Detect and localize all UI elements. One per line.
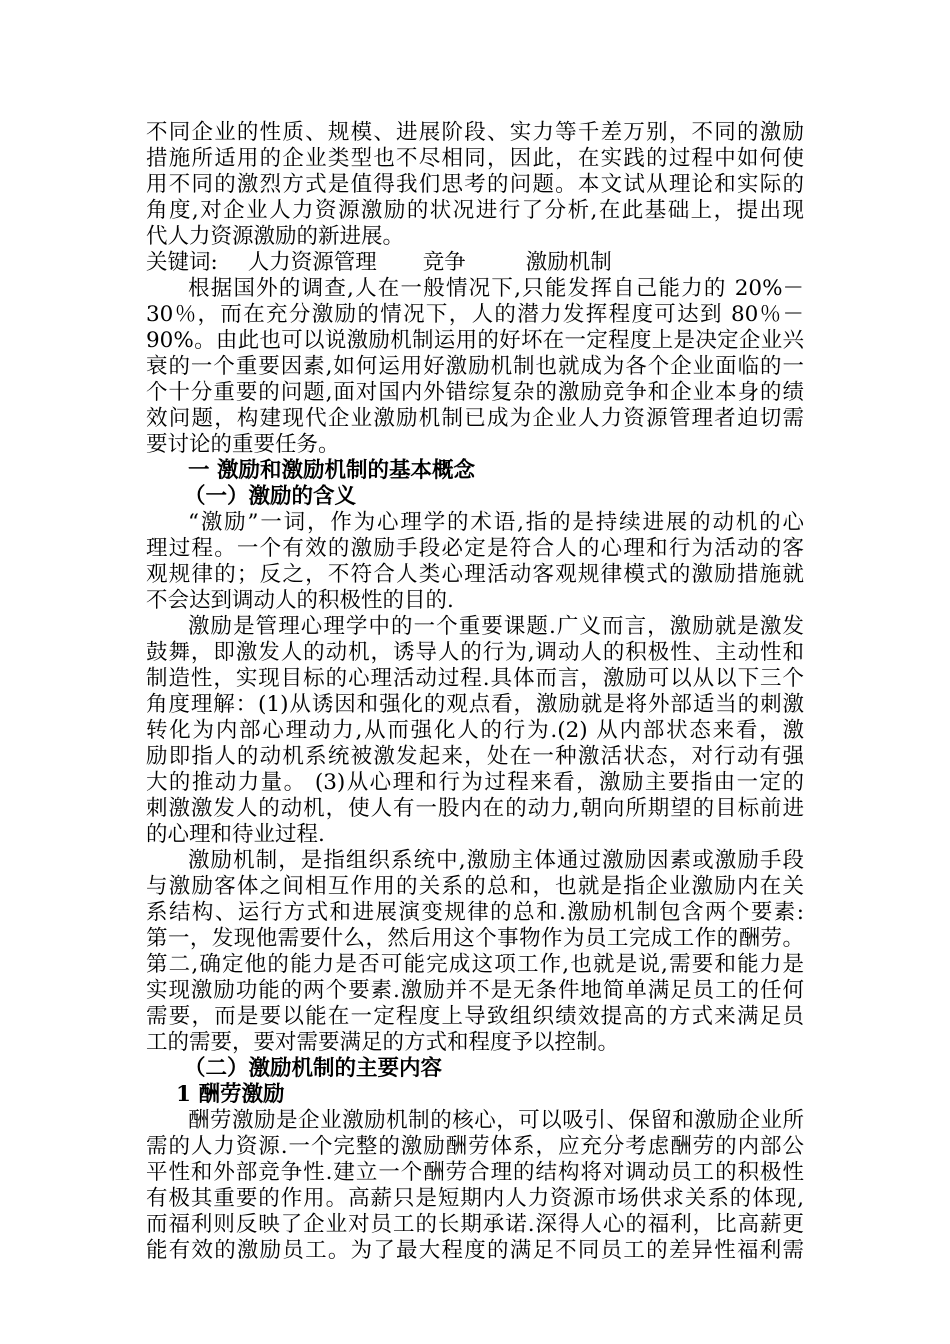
- paragraph-psychology: [146, 614, 804, 848]
- paragraph-definition: [146, 510, 804, 614]
- text-line: 第一，发现他需要什么，然后用这个事物作为员工完成工作的酬劳。: [146, 926, 804, 951]
- text-line: 不会达到调动人的积极性的目的.: [146, 588, 454, 613]
- text-line: 鼓舞，即激发人的动机，诱导人的行为,调动人的积极性、主动性和: [146, 640, 804, 665]
- paragraph-survey: [146, 276, 804, 458]
- text-line: 与激励客体之间相互作用的关系的总和，也就是指企业激励内在关: [146, 874, 804, 899]
- text-line: 酬劳激励是企业激励机制的核心，可以吸引、保留和激励企业所: [188, 1108, 804, 1133]
- text-line: 效问题，构建现代企业激励机制已成为企业人力资源管理者迫切需: [146, 406, 804, 431]
- text-line: 刺激激发人的动机，使人有一股内在的动力,朝向所期望的目标前进: [146, 796, 804, 821]
- text-line: 代人力资源激励的新进展。: [146, 224, 405, 249]
- text-line: 实现激励功能的两个要素.激励并不是无条件地简单满足员工的任何: [146, 978, 804, 1003]
- text-line: 能有效的激励员工。为了最大程度的满足不同员工的差异性福利需: [146, 1238, 804, 1263]
- keywords-line: [146, 250, 804, 276]
- text-line: 用不同的激烈方式是值得我们思考的问题。本文试从理论和实际的: [146, 172, 804, 197]
- text-line: 角度理解：(1)从诱因和强化的观点看，激励就是将外部适当的刺激: [146, 692, 804, 717]
- keyword: 激励机制: [525, 250, 612, 275]
- text-line: 角度,对企业人力资源激励的状况进行了分析,在此基础上，提出现: [146, 198, 804, 223]
- paragraph-compensation: [146, 1108, 804, 1264]
- text-line: 系结构、运行方式和进展演变规律的总和.激励机制包含两个要素:: [146, 900, 804, 925]
- keyword: 竞争: [422, 250, 466, 275]
- text-line: 要讨论的重要任务。: [146, 432, 340, 457]
- text-line: 而福利则反映了企业对员工的长期承诺.深得人心的福利，比高薪更: [146, 1212, 804, 1237]
- text-line: 90%。由此也可以说激励机制运用的好坏在一定程度上是决定企业兴: [146, 328, 804, 353]
- keyword: 人力资源管理: [247, 250, 377, 275]
- text-line: 个十分重要的问题,面对国内外错综复杂的激励竞争和企业本身的绩: [146, 380, 804, 405]
- text-line: 工的需要，要对需要满足的方式和程度予以控制。: [146, 1030, 620, 1055]
- keywords-label: 关键词:: [146, 250, 218, 275]
- text-line: 需的人力资源.一个完整的激励酬劳体系，应充分考虑酬劳的内部公: [146, 1134, 804, 1159]
- text-line: 第二,确定他的能力是否可能完成这项工作,也就是说,需要和能力是: [146, 952, 804, 977]
- intro-paragraph: [146, 120, 804, 250]
- text-line: 的心理和待业过程.: [146, 822, 325, 847]
- text-line: 大的推动力量。 (3)从心理和行为过程来看，激励主要指由一定的: [146, 770, 804, 795]
- text-line: 制造性，实现目标的心理活动过程.具体而言，激励可以从以下三个: [146, 666, 804, 691]
- text-line: 不同企业的性质、规模、进展阶段、实力等千差万别，不同的激励: [146, 120, 804, 145]
- text-line: 有极其重要的作用。高薪只是短期内人力资源市场供求关系的体现,: [146, 1186, 804, 1211]
- text-line: 转化为内部心理动力,从而强化人的行为.(2) 从内部状态来看，激: [146, 718, 804, 743]
- text-line: 励即指人的动机系统被激发起来，处在一种激活状态，对行动有强: [146, 744, 804, 769]
- text-line: 30％，而在充分激励的情况下，人的潜力发挥程度可达到 80％－: [146, 302, 804, 327]
- text-line: 衰的一个重要因素,如何运用好激励机制也就成为各个企业面临的一: [146, 354, 804, 379]
- paragraph-mechanism: [146, 848, 804, 1056]
- text-line: 需要，而是要以能在一定程度上导致组织绩效提高的方式来满足员: [146, 1004, 804, 1029]
- text-line: 措施所适用的企业类型也不尽相同，因此，在实践的过程中如何使: [146, 146, 804, 171]
- item-heading: 1 酬劳激励: [176, 1082, 285, 1107]
- text-line: “激励”一词，作为心理学的术语,指的是持续进展的动机的心: [188, 510, 804, 535]
- text-line: 理过程。一个有效的激励手段必定是符合人的心理和行为活动的客: [146, 536, 804, 561]
- subsection-heading: （一）激励的含义: [184, 484, 357, 509]
- text-line: 平性和外部竞争性.建立一个酬劳合理的结构将对调动员工的积极性: [146, 1160, 804, 1185]
- subsection-heading: （二）激励机制的主要内容: [184, 1056, 443, 1081]
- text-line: 观规律的；反之，不符合人类心理活动客观规律模式的激励措施就: [146, 562, 804, 587]
- text-line: 根据国外的调查,人在一般情况下,只能发挥自己能力的 20%－: [188, 276, 804, 301]
- section-heading: 一 激励和激励机制的基本概念: [188, 458, 475, 483]
- text-line: 激励机制，是指组织系统中,激励主体通过激励因素或激励手段: [188, 848, 804, 873]
- text-line: 激励是管理心理学中的一个重要课题.广义而言，激励就是激发: [188, 614, 804, 639]
